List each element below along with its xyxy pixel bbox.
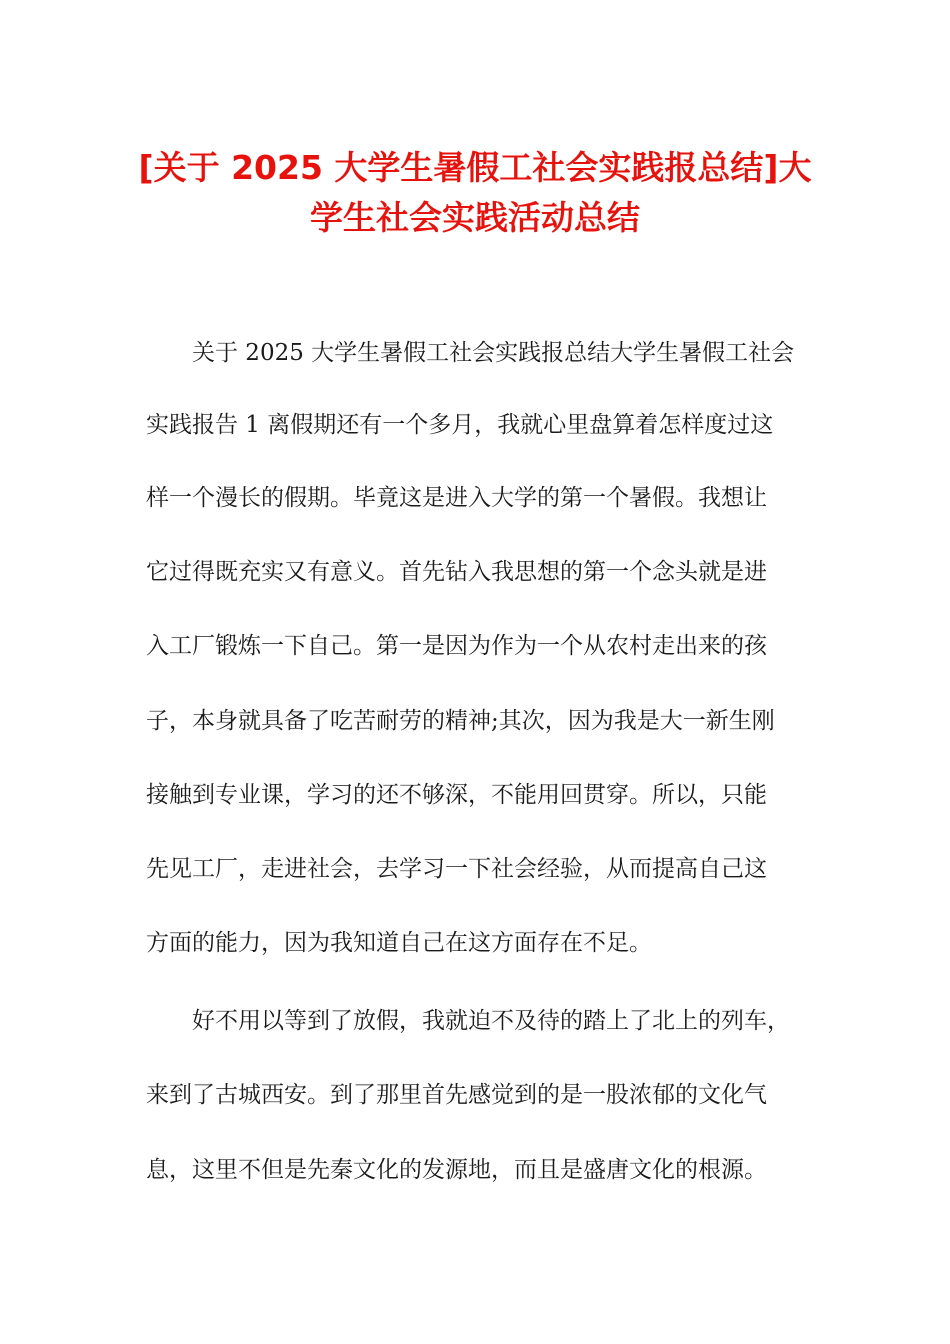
- body-line-3: 样一个漫长的假期。毕竟这是进入大学的第一个暑假。我想让: [146, 485, 767, 511]
- body-line-7: 接触到专业课，学习的还不够深，不能用回贯穿。所以，只能: [146, 782, 767, 808]
- title-line-1: [关于 2025 大学生暑假工社会实践报总结]大: [138, 148, 812, 187]
- body-line-5: 入工厂锻炼一下自己。第一是因为作为一个从农村走出来的孩: [146, 633, 767, 659]
- body-line-6: 子，本身就具备了吃苦耐劳的精神;其次，因为我是大一新生刚: [146, 708, 775, 734]
- body-line-8: 先见工厂，走进社会，去学习一下社会经验，从而提高自己这: [146, 856, 767, 882]
- body-line-2: 实践报告 1 离假期还有一个多月，我就心里盘算着怎样度过这: [146, 412, 774, 438]
- body-line-12: 息，这里不但是先秦文化的发源地，而且是盛唐文化的根源。: [146, 1157, 767, 1183]
- body-line-10: 好不用以等到了放假，我就迫不及待的踏上了北上的列车，: [146, 1008, 790, 1034]
- title-line-2: 学生社会实践活动总结: [310, 198, 640, 237]
- document-title: [100, 143, 850, 243]
- body-line-4: 它过得既充实又有意义。首先钻入我思想的第一个念头就是进: [146, 559, 767, 585]
- body-line-9: 方面的能力，因为我知道自己在这方面存在不足。: [146, 930, 652, 956]
- body-line-11: 来到了古城西安。到了那里首先感觉到的是一股浓郁的文化气: [146, 1082, 767, 1108]
- body-line-1: 关于 2025 大学生暑假工社会实践报总结大学生暑假工社会: [146, 340, 795, 366]
